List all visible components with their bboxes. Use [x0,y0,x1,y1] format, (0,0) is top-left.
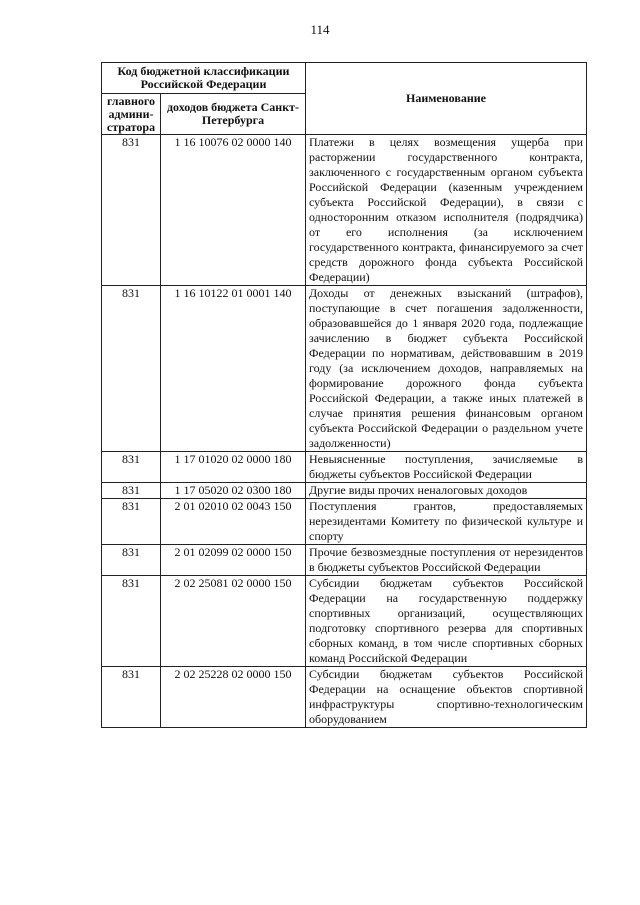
admin-code-cell: 831 [102,545,161,576]
name-cell: Субсидии бюджетам субъектов Российской Федерации на оснащение объектов спортивной инфраструктуры спортивно-технологическим оборудованием [306,667,587,728]
page-number: 114 [310,22,330,37]
table-header [102,63,587,135]
name-cell: Поступления грантов, предоставляемых нерезидентами Комитету по физической культуре и спорту [306,499,587,545]
budget-classification-table [101,62,587,728]
table-row [102,499,587,545]
header-admin: главного админи-стратора [102,94,161,135]
name-cell: Субсидии бюджетам субъектов Российской Федерации на государственную поддержку спортивных организаций, осуществляющих подготовку спортивного резерва для спортивных сборных команд, в том числе спортивных сборных команд Российской Федерации [306,576,587,667]
table-row [102,576,587,667]
admin-code-cell: 831 [102,499,161,545]
header-name: Наименование [306,63,587,135]
income-code-cell: 2 01 02099 02 0000 150 [161,545,306,576]
admin-code-cell: 831 [102,483,161,499]
header-income: доходов бюджета Санкт-Петербурга [161,94,306,135]
income-code-cell: 2 01 02010 02 0043 150 [161,499,306,545]
name-cell: Доходы от денежных взысканий (штрафов), поступающие в счет погашения задолженности, образовавшейся до 1 января 2020 года, подлежащие зачислению в бюджет субъекта Российской Федерации по нормативам, действовавшим в 2019 году (за исключением доходов, направляемых на формирование дорожного фонда субъекта Российской Федерации, а также иных платежей в случае принятия решения финансовым органом субъекта Российской Федерации о раздельном учете задолженности) [306,286,587,452]
admin-code-cell: 831 [102,667,161,728]
income-code-cell: 1 17 05020 02 0300 180 [161,483,306,499]
admin-code-cell: 831 [102,135,161,286]
income-code-cell: 1 16 10076 02 0000 140 [161,135,306,286]
income-code-cell: 2 02 25081 02 0000 150 [161,576,306,667]
admin-code-cell: 831 [102,452,161,483]
table-row [102,483,587,499]
table-row [102,452,587,483]
name-cell: Невыясненные поступления, зачисляемые в бюджеты субъектов Российской Федерации [306,452,587,483]
table-row [102,135,587,286]
income-code-cell: 1 17 01020 02 0000 180 [161,452,306,483]
admin-code-cell: 831 [102,576,161,667]
admin-code-cell: 831 [102,286,161,452]
name-cell: Платежи в целях возмещения ущерба при расторжении государственного контракта, заключенного с государственным органом субъекта Российской Федерации (казенным учреждением субъекта Российской Федерации), в связи с односторонним отказом исполнителя (подрядчика) от его исполнения (за исключением государственного контракта, финансируемого за счет средств дорожного фонда субъекта Российской Федерации) [306,135,587,286]
table-row [102,667,587,728]
income-code-cell: 2 02 25228 02 0000 150 [161,667,306,728]
name-cell: Прочие безвозмездные поступления от нерезидентов в бюджеты субъектов Российской Федерации [306,545,587,576]
name-cell: Другие виды прочих неналоговых доходов [306,483,587,499]
table-row [102,545,587,576]
income-code-cell: 1 16 10122 01 0001 140 [161,286,306,452]
table-row [102,286,587,452]
header-classification-code: Код бюджетной классификации Российской Федерации [102,63,306,94]
